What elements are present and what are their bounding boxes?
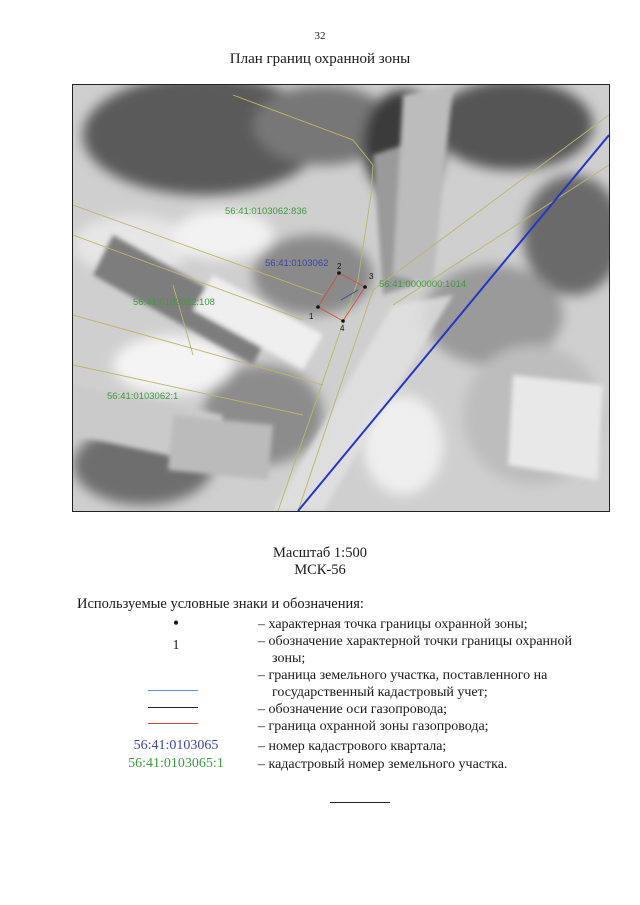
coordinate-system: МСК-56 [294,562,346,578]
legend-zone-text: – граница охранной зоны газопровода; [258,719,489,734]
legend-point-number-symbol: 1 [172,638,180,653]
legend-title: Используемые условные знаки и обозначения: [77,596,364,612]
boundary-point-1 [316,305,320,309]
legend-gas-axis-line [148,707,198,708]
scale-text: Масштаб 1:500 [273,545,367,561]
parcel-label-1: 56:41:0103062:1 [107,391,179,402]
aerial-map [72,84,610,512]
legend-point-number-text-cont: зоны; [272,651,306,666]
legend-point-text: – характерная точка границы охранной зоны; [258,617,528,632]
legend-land-boundary-text: – граница земельного участка, поставленного на [258,668,548,683]
parcel-label-836: 56:41:0103062:836 [225,206,307,217]
legend-quarter-text: – номер кадастрового квартала; [258,739,447,754]
legend-parcel-symbol: 56:41:0103065:1 [128,756,224,771]
point-label-4: 4 [340,324,345,333]
boundary-point-3 [363,285,367,289]
point-label-2: 2 [337,262,342,271]
legend-point-number-text: – обозначение характерной точки границы охранной [258,634,573,649]
page-title: План границ охранной зоны [229,51,411,67]
map-svg [73,85,609,511]
parcel-label-1014: 56:41:0000000:1014 [379,279,467,290]
scale-block [0,545,640,579]
legend-point-symbol: • [172,613,180,633]
point-label-1: 1 [309,312,314,321]
bottom-rule [330,802,390,803]
point-label-3: 3 [369,272,374,281]
boundary-point-2 [337,271,341,275]
legend-gas-axis-text: – обозначение оси газопровода; [258,702,448,717]
legend-quarter-symbol: 56:41:0103065 [133,738,219,753]
parcel-label-108: 56:41:0103062:108 [133,297,215,308]
page-number: 32 [314,30,326,42]
legend-land-boundary-line [148,690,198,691]
legend-zone-line [148,723,198,724]
legend-land-boundary-text-cont: государственный кадастровый учет; [272,685,488,700]
quarter-label: 56:41:0103062 [265,258,329,269]
boundary-point-4 [341,319,345,323]
legend-parcel-text: – кадастровый номер земельного участка. [258,757,508,772]
